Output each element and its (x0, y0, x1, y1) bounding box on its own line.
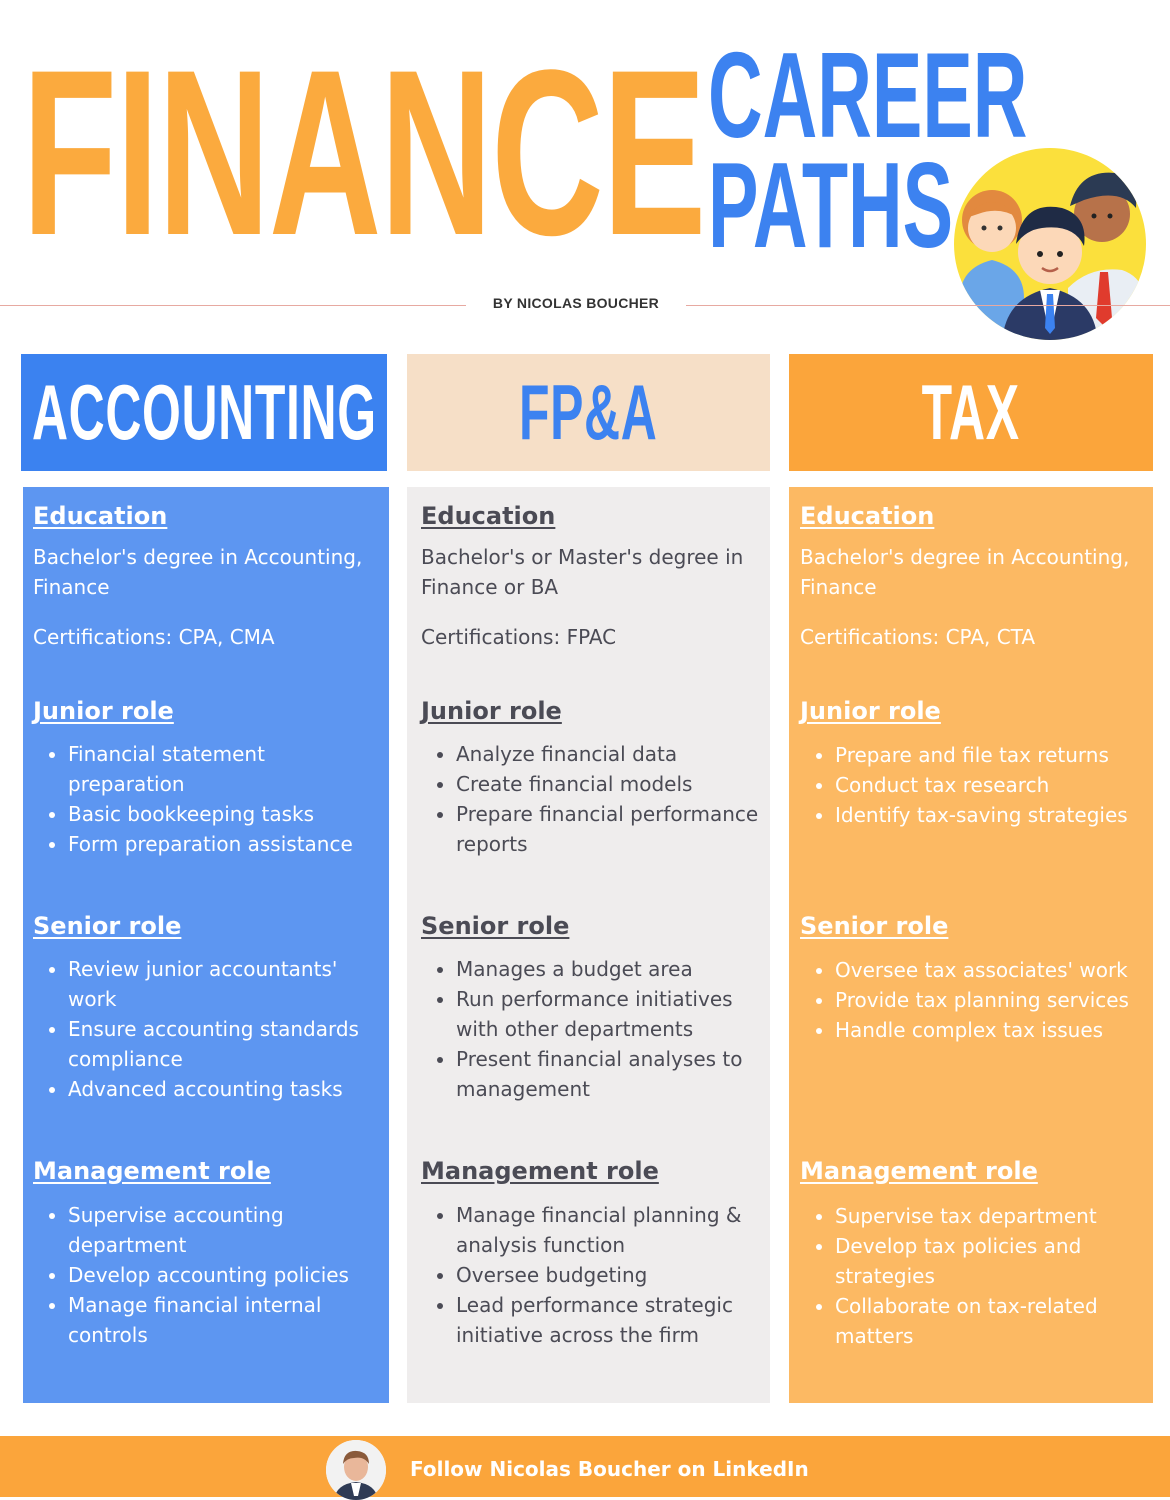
list-item: • Manages a budget area (456, 954, 764, 984)
list-item: • Handle complex tax issues (835, 1015, 1149, 1045)
list-item: • Supervise tax department (835, 1201, 1149, 1231)
header-fpa (407, 354, 770, 471)
accounting-education-title: Education (33, 502, 168, 530)
header-accounting-label: ACCOUNTING (31, 368, 377, 456)
header-tax (789, 354, 1153, 471)
list-item: • Manage financial planning & analysis function (456, 1200, 764, 1260)
fpa-education-text: Bachelor's or Master's degree in Finance or BA (421, 545, 744, 599)
tax-education-text: Bachelor's degree in Accounting, Finance (800, 545, 1130, 599)
divider-right (682, 305, 1170, 306)
column-fpa (407, 487, 770, 1403)
list-item: • Develop tax policies and strategies (835, 1231, 1149, 1291)
fpa-junior-list (421, 739, 764, 859)
list-item: • Conduct tax research (835, 770, 1149, 800)
list-item: • Identify tax-saving strategies (835, 800, 1149, 830)
accounting-senior-list (33, 954, 383, 1104)
list-item: • Advanced accounting tasks (68, 1074, 383, 1104)
tax-junior-title: Junior role (800, 697, 941, 725)
column-accounting (23, 487, 389, 1403)
title-career: CAREER (708, 27, 1028, 163)
accounting-senior-title: Senior role (33, 912, 182, 940)
tax-management-title: Management role (800, 1157, 1038, 1185)
accounting-education-text: Bachelor's degree in Accounting, Finance (33, 545, 363, 599)
tax-management-list (800, 1201, 1149, 1351)
list-item: • Oversee tax associates' work (835, 955, 1149, 985)
list-item: • Manage financial internal controls (68, 1290, 383, 1350)
people-group-icon (950, 148, 1150, 340)
fpa-senior-title: Senior role (421, 912, 570, 940)
fpa-management-list (421, 1200, 764, 1350)
list-item: • Prepare financial performance reports (456, 799, 764, 859)
tax-certifications: Certifications: CPA, CTA (800, 625, 1036, 649)
fpa-senior-list (421, 954, 764, 1104)
accounting-junior-list (33, 739, 383, 859)
accounting-management-title: Management role (33, 1157, 271, 1185)
list-item: • Oversee budgeting (456, 1260, 764, 1290)
list-item: • Form preparation assistance (68, 829, 383, 859)
header-fpa-label: FP&A (519, 368, 658, 456)
list-item: • Supervise accounting department (68, 1200, 383, 1260)
author-avatar (326, 1440, 386, 1500)
fpa-junior-title: Junior role (421, 697, 562, 725)
divider-left (0, 305, 470, 306)
list-item: • Lead performance strategic initiative across the firm (456, 1290, 764, 1350)
accounting-management-list (33, 1200, 383, 1350)
list-item: • Collaborate on tax-related matters (835, 1291, 1149, 1351)
footer-linkedin-link[interactable]: Follow Nicolas Boucher on LinkedIn (410, 1457, 809, 1481)
accounting-junior-title: Junior role (33, 697, 174, 725)
list-item: • Present financial analyses to management (456, 1044, 764, 1104)
list-item: • Basic bookkeeping tasks (68, 799, 383, 829)
list-item: • Create financial models (456, 769, 764, 799)
title-paths: PATHS (708, 137, 954, 273)
column-tax (789, 487, 1153, 1403)
list-item: • Provide tax planning services (835, 985, 1149, 1015)
list-item: • Analyze financial data (456, 739, 764, 769)
list-item: • Review junior accountants' work (68, 954, 383, 1014)
fpa-education-title: Education (421, 502, 556, 530)
fpa-certifications: Certifications: FPAC (421, 625, 617, 649)
list-item: • Develop accounting policies (68, 1260, 383, 1290)
fpa-management-title: Management role (421, 1157, 659, 1185)
list-item: • Prepare and file tax returns (835, 740, 1149, 770)
tax-education-title: Education (800, 502, 935, 530)
header-tax-label: TAX (921, 368, 1021, 456)
accounting-certifications: Certifications: CPA, CMA (33, 625, 275, 649)
tax-senior-list (800, 955, 1149, 1045)
list-item: • Financial statement preparation (68, 739, 383, 799)
list-item: • Ensure accounting standards compliance (68, 1014, 383, 1074)
title-finance: FINANCE (22, 21, 706, 285)
byline: BY NICOLAS BOUCHER (466, 295, 686, 317)
list-item: • Run performance initiatives with other departments (456, 984, 764, 1044)
tax-junior-list (800, 740, 1149, 830)
header-accounting (21, 354, 387, 471)
tax-senior-title: Senior role (800, 912, 949, 940)
